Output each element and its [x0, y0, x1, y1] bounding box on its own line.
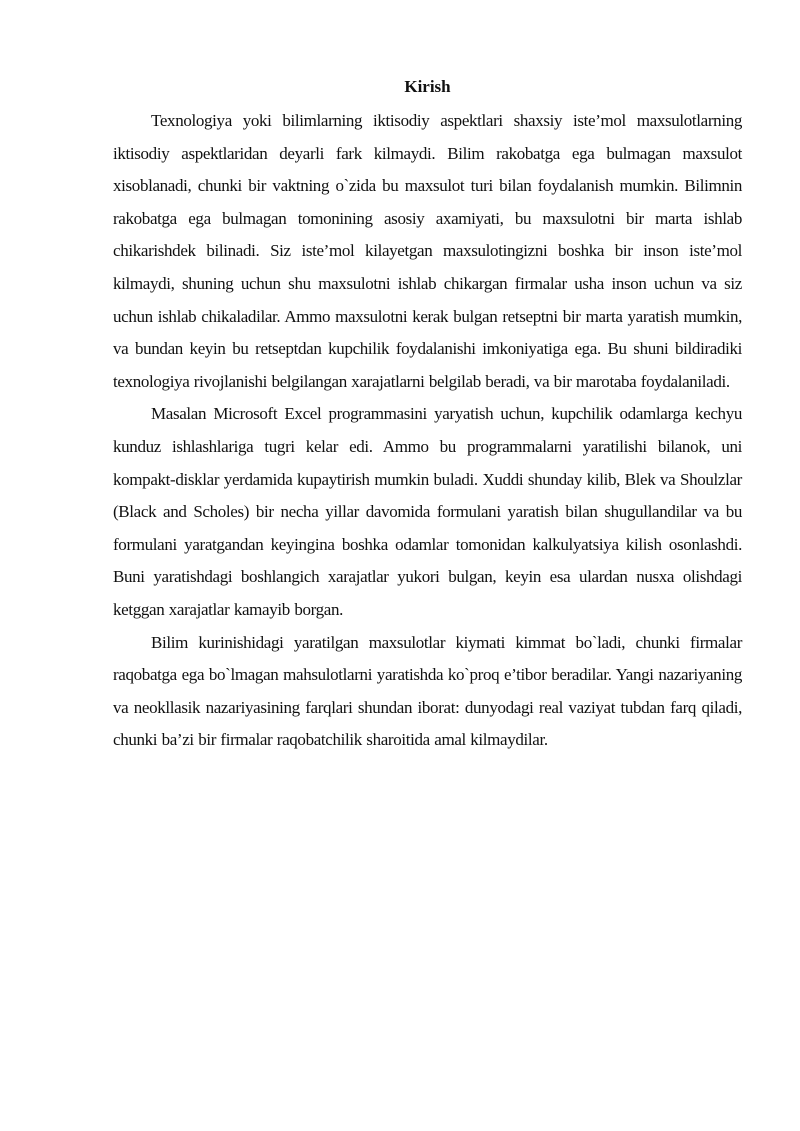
paragraph-2: Masalan Microsoft Excel programmasini yaryatish uchun, kupchilik odamlarga kechyu kunduz ishlashlariga tugri kelar edi. Ammo bu programmalarni yaratilishi bilanok, uni kompakt-disklar yerdamida kupaytirish mumkin buladi. Xuddi shunday kilib, Blek va Shoulzlar (Black and Scholes) bir necha yillar davomida formulani yaratish bilan shugullandilar va bu formulani yaratgandan keyingina boshka odamlar tomonidan kalkulyatsiya kilish osonlashdi. Buni yaratishdagi boshlangich xarajatlar yukori bulgan, keyin esa ulardan nusxa olishdagi ketggan xarajatlar kamayib borgan.	[113, 404, 742, 619]
page-title: Kirish	[404, 77, 451, 96]
document-page	[113, 75, 742, 757]
paragraph-3: Bilim kurinishidagi yaratilgan maxsulotlar kiymati kimmat bo`ladi, chunki firmalar raqobatga ega bo`lmagan mahsulotlarni yaratishda ko`proq e’tibor beradilar. Yangi nazariyaning va neokllasik nazariyasining farqlari shundan iborat: dunyodagi real vaziyat tubdan farq qiladi, chunki ba’zi bir firmalar raqobatchilik sharoitida amal kilmaydilar.	[113, 632, 742, 750]
paragraph-1: Texnologiya yoki bilimlarning iktisodiy aspektlari shaxsiy iste’mol maxsulotlarning iktisodiy aspektlaridan deyarli fark kilmaydi. Bilim rakobatga ega bulmagan maxsulot xisoblanadi, chunki bir vaktning o`zida bu maxsulot turi bilan foydalanish mumkin. Bilimnin rakobatga ega bulmagan tomonining asosiy axamiyati, bu maxsulotni bir marta ishlab chikarishdek bilinadi. Siz iste’mol kilayetgan maxsulotingizni boshka bir inson iste’mol kilmaydi, shuning uchun shu maxsulotni ishlab chikargan firmalar usha inson uchun va siz uchun ishlab chikaladilar. Ammo maxsulotni kerak bulgan retseptni bir marta yaratish mumkin, va bundan keyin bu retseptdan kupchilik foydalanishi imkoniyatiga ega. Bu shuni bildiradiki texnologiya rivojlanishi belgilangan xarajatlarni belgilab beradi, va bir marotaba foydalaniladi.	[113, 111, 742, 391]
